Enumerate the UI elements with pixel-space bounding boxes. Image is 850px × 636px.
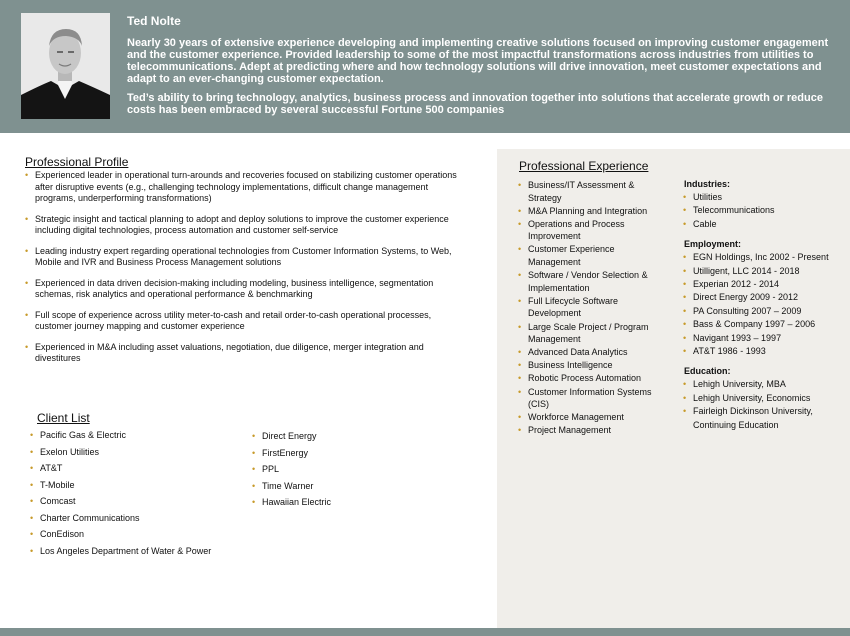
education-item: • Fairleigh Dickinson University, Continuing Education bbox=[683, 405, 848, 432]
header-banner bbox=[0, 0, 850, 133]
employment-list bbox=[683, 251, 848, 358]
client-item: • Direct Energy bbox=[252, 431, 452, 448]
experience-item: • M&A Planning and Integration bbox=[518, 205, 668, 218]
industries-list bbox=[683, 191, 848, 231]
experience-item: • Large Scale Project / Program Management bbox=[518, 321, 668, 346]
profile-item: • Experienced in data driven decision-making including modeling, business intelligence, segmentation schemas, risk analytics and operational performance & benchmarking bbox=[25, 278, 470, 301]
bio-paragraph: Ted’s ability to bring technology, analytics, business process and innovation together into solutions that accelerate growth or reduce costs has been embraced by several successful Fortune 500 companies bbox=[127, 92, 823, 116]
experience-item: • Customer Information Systems (CIS) bbox=[518, 386, 668, 411]
employment-item: • Utilligent, LLC 2014 - 2018 bbox=[683, 265, 848, 278]
industry-item: • Utilities bbox=[683, 191, 848, 204]
experience-item: • Project Management bbox=[518, 424, 668, 437]
profile-heading: Professional Profile bbox=[25, 155, 129, 169]
profile-item: • Strategic insight and tactical planning to adopt and deploy solutions to improve the customer experience including digital technologies, process automation and customer self-service bbox=[25, 214, 470, 237]
employment-item: • Direct Energy 2009 - 2012 bbox=[683, 291, 848, 304]
education-heading: Education: bbox=[684, 366, 731, 377]
employment-item: • Bass & Company 1997 – 2006 bbox=[683, 318, 848, 331]
client-item: • Exelon Utilities bbox=[30, 447, 245, 464]
client-item: • ConEdison bbox=[30, 529, 245, 546]
employment-item: • AT&T 1986 - 1993 bbox=[683, 345, 848, 358]
experience-item: • Business/IT Assessment & Strategy bbox=[518, 179, 668, 204]
details-column bbox=[683, 178, 848, 439]
profile-photo bbox=[21, 13, 110, 119]
bio-summary bbox=[127, 37, 839, 123]
experience-heading: Professional Experience bbox=[519, 159, 649, 173]
industry-item: • Cable bbox=[683, 218, 848, 231]
client-item: • Los Angeles Department of Water & Power bbox=[30, 546, 245, 563]
client-item: • FirstEnergy bbox=[252, 448, 452, 465]
client-item: • Comcast bbox=[30, 496, 245, 513]
experience-item: • Software / Vendor Selection & Implementation bbox=[518, 269, 668, 294]
bio-paragraph: Nearly 30 years of extensive experience developing and implementing creative solutions focused on improving customer engagement and the customer experience. Provided leadership to some of the most impactful transformations across industries from utilities to telecommunications. Adept at predicting where and how technology solutions will drive innovation, meet customer expectations and adapt to an ever-changing customer expectation. bbox=[127, 37, 829, 85]
industry-item: • Telecommunications bbox=[683, 204, 848, 217]
education-item: • Lehigh University, Economics bbox=[683, 392, 848, 405]
client-item: • Pacific Gas & Electric bbox=[30, 430, 245, 447]
footer-bar bbox=[0, 628, 850, 636]
employment-item: • PA Consulting 2007 – 2009 bbox=[683, 305, 848, 318]
profile-item: • Experienced in M&A including asset valuations, negotiation, due diligence, merger integration and divestitures bbox=[25, 342, 470, 365]
education-list bbox=[683, 378, 848, 432]
experience-item: • Customer Experience Management bbox=[518, 243, 668, 268]
experience-item: • Business Intelligence bbox=[518, 359, 668, 372]
employment-item: • Navigant 1993 – 1997 bbox=[683, 332, 848, 345]
client-item: • PPL bbox=[252, 464, 452, 481]
experience-item: • Workforce Management bbox=[518, 411, 668, 424]
experience-item: • Advanced Data Analytics bbox=[518, 346, 668, 359]
client-list-col-1 bbox=[30, 430, 245, 562]
profile-item: • Full scope of experience across utility meter-to-cash and retail order-to-cash operational processes, customer journey mapping and customer experience bbox=[25, 310, 470, 333]
employment-item: • EGN Holdings, Inc 2002 - Present bbox=[683, 251, 848, 264]
client-item: • Time Warner bbox=[252, 481, 452, 498]
client-item: • Charter Communications bbox=[30, 513, 245, 530]
experience-item: • Robotic Process Automation bbox=[518, 372, 668, 385]
profile-section bbox=[25, 170, 470, 374]
industries-heading: Industries: bbox=[684, 179, 731, 189]
client-item: • AT&T bbox=[30, 463, 245, 480]
profile-name: Ted Nolte bbox=[127, 14, 181, 28]
profile-item: • Experienced leader in operational turn-arounds and recoveries focused on stabilizing customer operations after disruptive events (e.g., challenging technology implementations, difficult change management programs, underperforming transformations) bbox=[25, 170, 470, 205]
profile-item: • Leading industry expert regarding operational technologies from Customer Information Systems, to Web, Mobile and IVR and Business Process Management solutions bbox=[25, 246, 470, 269]
experience-item: • Full Lifecycle Software Development bbox=[518, 295, 668, 320]
experience-item: • Operations and Process Improvement bbox=[518, 218, 668, 243]
client-item: • T-Mobile bbox=[30, 480, 245, 497]
employment-heading: Employment: bbox=[684, 239, 742, 250]
experience-list bbox=[518, 179, 668, 437]
client-list-heading: Client List bbox=[37, 411, 90, 425]
education-item: • Lehigh University, MBA bbox=[683, 378, 848, 391]
client-item: • Hawaiian Electric bbox=[252, 497, 452, 514]
client-list-col-2 bbox=[252, 431, 452, 514]
employment-item: • Experian 2012 - 2014 bbox=[683, 278, 848, 291]
